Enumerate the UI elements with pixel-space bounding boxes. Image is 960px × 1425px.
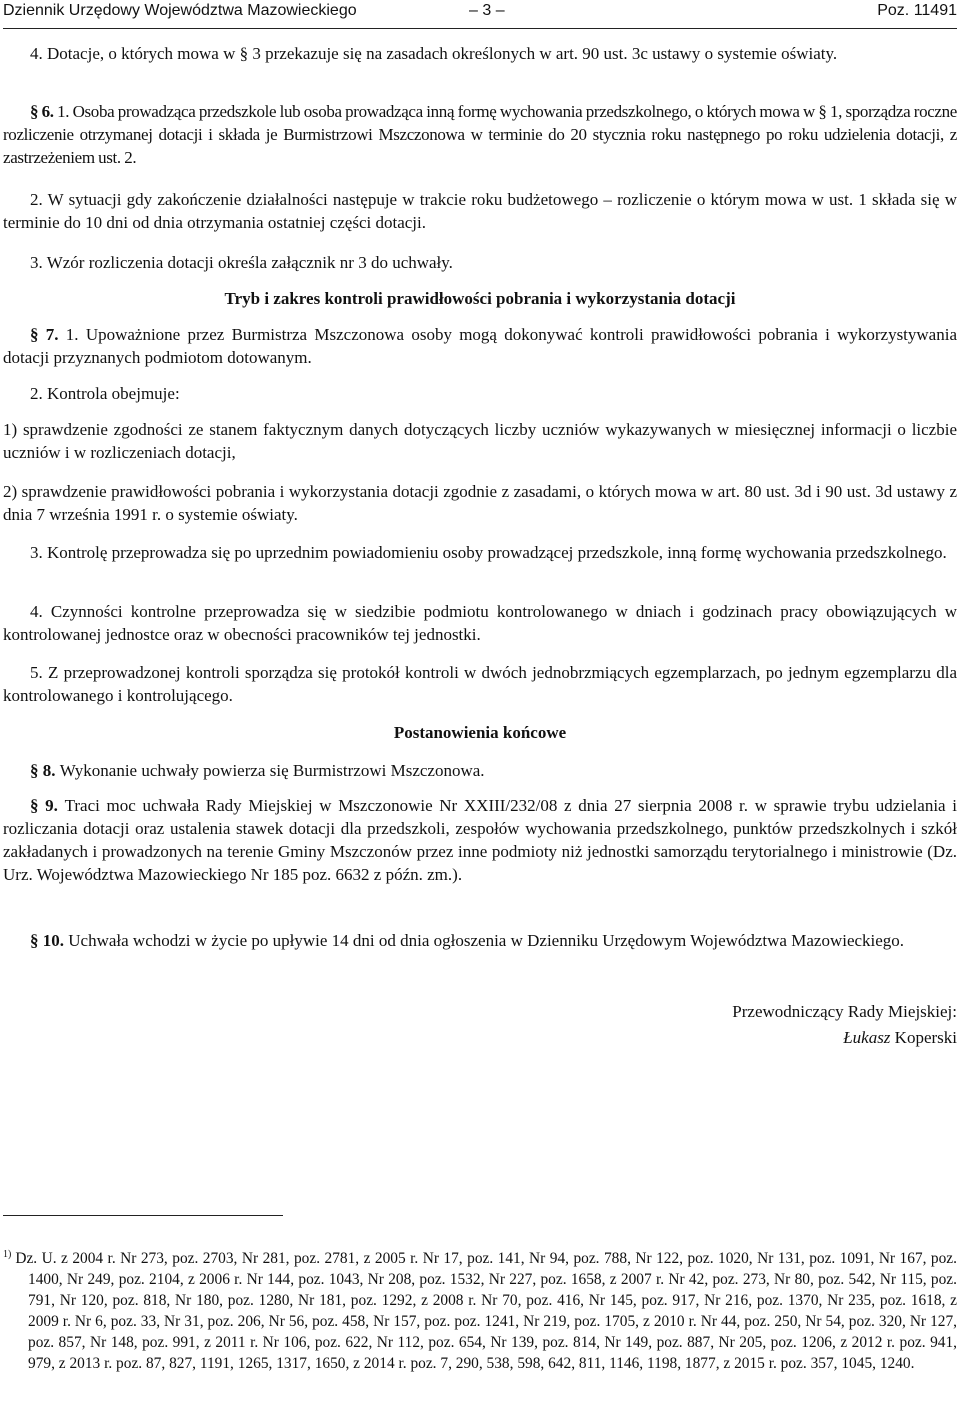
page-header bbox=[3, 0, 957, 29]
paragraph-10 bbox=[3, 929, 957, 952]
signature-last-name: Koperski bbox=[890, 1028, 957, 1047]
section-label: § 7. bbox=[30, 325, 66, 344]
section-label: § 9. bbox=[30, 796, 65, 815]
page-number: – 3 – bbox=[469, 2, 505, 19]
paragraph-9 bbox=[3, 794, 957, 886]
paragraph-7-1 bbox=[3, 323, 957, 369]
section-label: § 10. bbox=[30, 931, 69, 950]
paragraph-8 bbox=[3, 759, 957, 782]
paragraph-text: Uchwała wchodzi w życie po upływie 14 dni od dnia ogłoszenia w Dzienniku Urzędowym Województwa Mazowieckiego. bbox=[68, 931, 905, 950]
paragraph-text: 1. Upoważnione przez Burmistrza Mszczonowa osoby mogą dokonywać kontroli prawidłowości pobrania i wykorzystywania dotacji przyznanych podmiotom dotowanym. bbox=[3, 325, 957, 367]
position-number: Poz. 11491 bbox=[877, 2, 957, 19]
list-number: 2) bbox=[3, 482, 18, 501]
heading-control: Tryb i zakres kontroli prawidłowości pobrania i wykorzystania dotacji bbox=[224, 289, 736, 308]
paragraph-7-3: 3. Kontrolę przeprowadza się po uprzednim powiadomieniu osoby prowadzącej przedszkole, inną formę wychowania przedszkolnego. bbox=[30, 543, 947, 562]
footnote bbox=[3, 1244, 957, 1374]
paragraph-text: Traci moc uchwała Rady Miejskiej w Mszczonowie Nr XXIII/232/08 z dnia 27 sierpnia 2008 r. w sprawie trybu udzielania i rozliczania dotacji oraz ustalenia stawek dotacji dla przedszkoli, zespołów wychowania przedszkolnego, punktów przedszkolnych i szkół zakładanych i prowadzonych na terenie Gminy Mszczonów przez inne podmioty niż jednostki samorządu terytorialnego i ministrowie (Dz. Urz. Województwa Mazowieckiego Nr 185 poz. 6632 z późn. zm.). bbox=[3, 796, 957, 884]
signature-name bbox=[843, 1026, 957, 1049]
list-number: 1) bbox=[3, 420, 18, 439]
heading-final-provisions: Postanowienia końcowe bbox=[393, 723, 567, 742]
paragraph-6-4: 4. Dotacje, o których mowa w § 3 przekazuje się na zasadach określonych w art. 90 ust. 3c ustawy o systemie oświaty. bbox=[30, 44, 838, 63]
list-item bbox=[3, 480, 957, 526]
paragraph-6-3: 3. Wzór rozliczenia dotacji określa załącznik nr 3 do uchwały. bbox=[30, 253, 453, 272]
footnote-divider bbox=[3, 1215, 283, 1216]
list-item bbox=[3, 418, 957, 464]
paragraph-text: 1. Osoba prowadząca przedszkole lub osoba prowadząca inną formę wychowania przedszkolnego, o których mowa w § 1, sporządza roczne rozliczenie otrzymanej dotacji i składa je Burmistrzowi Mszczonowa w terminie do 20 stycznia roku następnego po roku udzielenia dotacji, z zastrzeżeniem ust. 2. bbox=[3, 102, 957, 167]
paragraph-text: Wykonanie uchwały powierza się Burmistrzowi Mszczonowa. bbox=[59, 761, 485, 780]
footnote-text bbox=[3, 1244, 957, 1374]
signature-title: Przewodniczący Rady Miejskiej: bbox=[732, 1002, 957, 1021]
paragraph-6-2: 2. W sytuacji gdy zakończenie działalności następuje w trakcie roku budżetowego – rozliczenie o którym mowa w ust. 1 składa się w terminie do 10 dni od dnia otrzymania ostatniej części dotacji. bbox=[3, 190, 957, 232]
list-text: sprawdzenie zgodności ze stanem faktycznym danych dotyczących liczby uczniów wykazywanych w miesięcznej informacji o liczbie uczniów i w rozliczeniach dotacji, bbox=[3, 420, 958, 462]
signature-first-name: Łukasz bbox=[843, 1028, 891, 1047]
paragraph-7-2: 2. Kontrola obejmuje: bbox=[30, 384, 180, 403]
paragraph-7-4: 4. Czynności kontrolne przeprowadza się w siedzibie podmiotu kontrolowanego w dniach i godzinach pracy obowiązujących w kontrolowanej jednostce oraz w obecności pracowników tej jednostki. bbox=[3, 602, 957, 644]
list-text: sprawdzenie prawidłowości pobrania i wykorzystania dotacji zgodnie z zasadami, o których mowa w art. 80 ust. 3d i 90 ust. 3d ustawy z dnia 7 września 1991 r. o systemie oświaty. bbox=[3, 482, 957, 524]
section-label: § 8. bbox=[30, 761, 60, 780]
footnote-marker: 1) bbox=[3, 1249, 12, 1260]
footnote-body: Dz. U. z 2004 r. Nr 273, poz. 2703, Nr 281, poz. 2781, z 2005 r. Nr 17, poz. 141, Nr 94, poz. 788, Nr 122, poz. 1020, Nr 131, poz. 1091, Nr 167, poz. 1400, Nr 249, poz. 2104, z 2006 r. Nr 144, poz. 1043, Nr 208, poz. 1532, Nr 227, poz. 1658, z 2007 r. Nr 42, poz. 273, Nr 80, poz. 542, Nr 115, poz. 791, Nr 120, poz. 818, Nr 180, poz. 1280, Nr 181, poz. 1292, z 2008 r. Nr 70, poz. 416, Nr 145, poz. 917, Nr 216, poz. 1370, Nr 235, poz. 1618, z 2009 r. Nr 6, poz. 33, Nr 31, poz. 206, Nr 56, poz. 458, Nr 157, poz. poz. 1241, Nr 219, poz. 1705, z 2010 r. Nr 44, poz. 250, Nr 54, poz. 320, Nr 127, poz. 857, Nr 148, poz. 991, z 2011 r. Nr 106, poz. 622, Nr 112, poz. 654, Nr 139, poz. 814, Nr 149, poz. 887, Nr 205, poz. 1206, z 2012 r. poz. 941, 979, z 2013 r. poz. 87, 827, 1191, 1265, 1317, 1650, z 2014 r. poz. 7, 290, 538, 598, 642, 811, 1146, 1198, 1877, z 2015 r. poz. 357, 1045, 1240. bbox=[15, 1250, 957, 1372]
journal-title: Dziennik Urzędowy Województwa Mazowieckiego bbox=[3, 2, 357, 19]
paragraph-6-1 bbox=[3, 100, 957, 169]
section-label: § 6. bbox=[30, 102, 58, 121]
paragraph-7-5: 5. Z przeprowadzonej kontroli sporządza się protokół kontroli w dwóch jednobrzmiących egzemplarzach, po jednym egzemplarzu dla kontrolowanego i kontrolującego. bbox=[3, 663, 957, 705]
